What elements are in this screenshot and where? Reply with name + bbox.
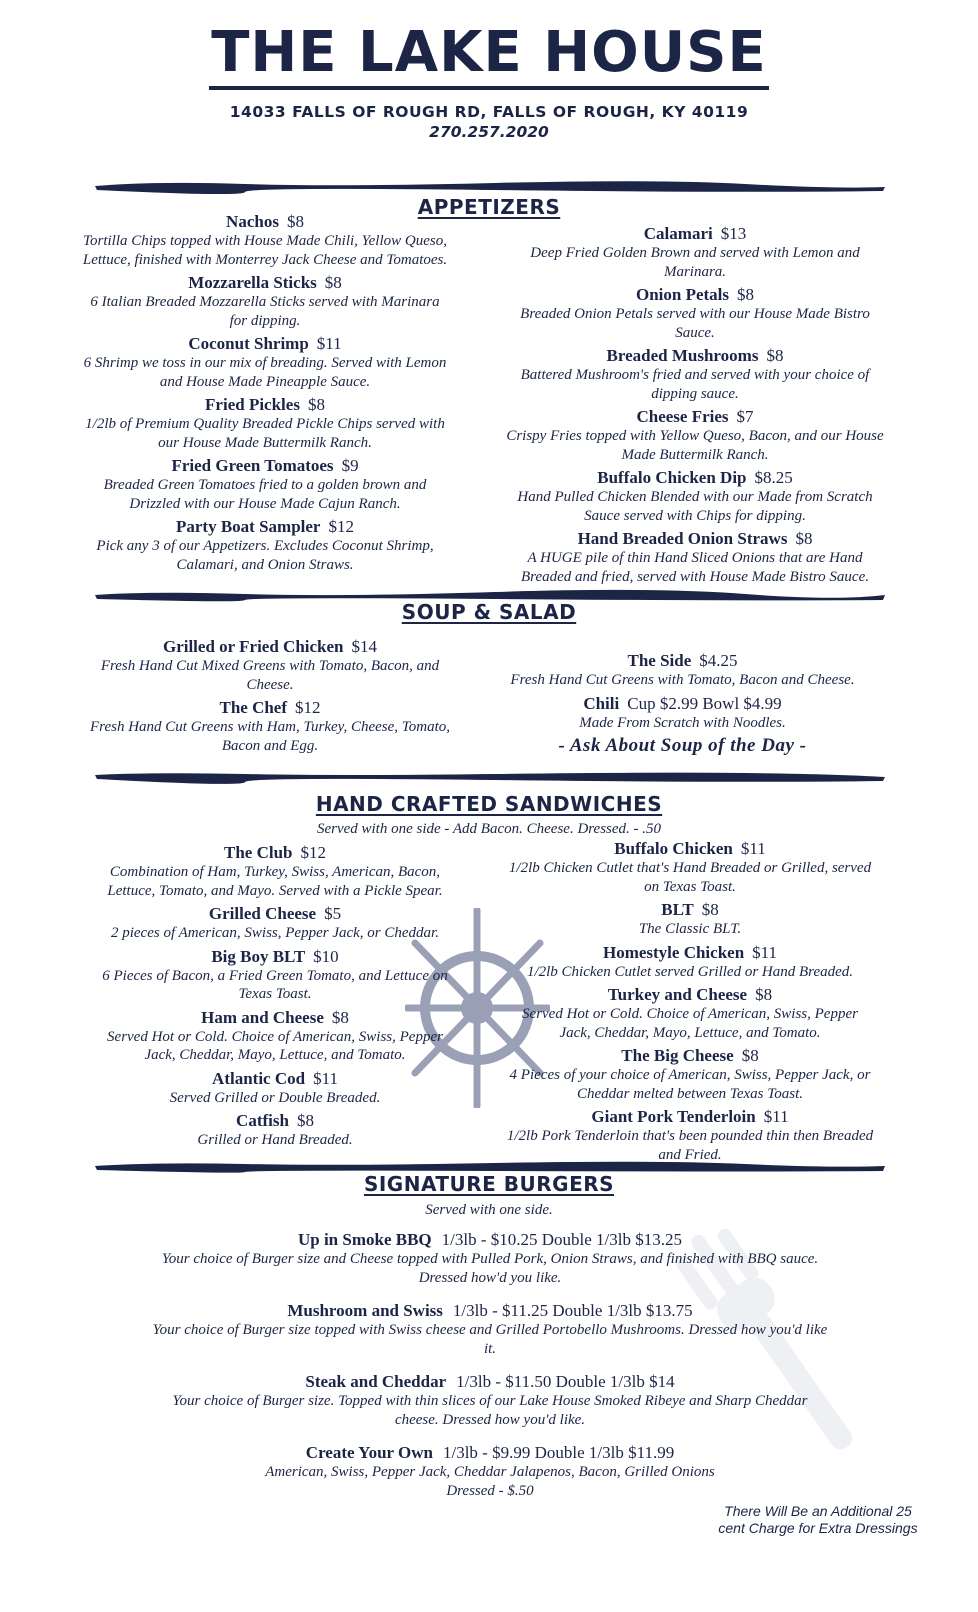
item-price: $5 xyxy=(324,904,342,923)
item-name: Party Boat Sampler xyxy=(176,517,321,536)
item-price: 1/3lb - $11.25 Double 1/3lb $13.75 xyxy=(452,1301,693,1320)
item-name: Cheese Fries xyxy=(636,407,729,426)
item-description: Deep Fried Golden Brown and served with Lemon and Marinara. xyxy=(530,245,860,280)
item-name: Create Your Own xyxy=(305,1443,433,1462)
item-name: Mushroom and Swiss xyxy=(287,1301,443,1320)
item-price: $14 xyxy=(351,637,378,656)
item-name: Nachos xyxy=(226,212,279,231)
item-price: $12 xyxy=(295,698,321,717)
item-description: Served Hot or Cold. Choice of American, Swiss, Pepper Jack, Cheddar, Mayo, Lettuce, and Tomato. xyxy=(107,1028,443,1063)
item-name: Turkey and Cheese xyxy=(607,985,748,1004)
item-description: Pick any 3 of our Appetizers. Excludes Coconut Shrimp, Calamari, and Onion Straws. xyxy=(96,538,434,573)
menu-item xyxy=(90,1069,460,1108)
item-name: Buffalo Chicken Dip xyxy=(597,468,747,487)
item-description: Grilled or Hand Breaded. xyxy=(197,1132,353,1148)
item-description: Breaded Green Tomatoes fried to a golden brown and Drizzled with our House Made Cajun Ranch. xyxy=(103,477,427,512)
item-price: $8 xyxy=(766,346,784,365)
item-name: Homestyle Chicken xyxy=(602,942,745,962)
menu-item xyxy=(150,1372,830,1429)
menu-item xyxy=(80,395,450,452)
item-name: Buffalo Chicken xyxy=(614,839,733,858)
item-name: Atlantic Cod xyxy=(212,1068,306,1088)
menu-item xyxy=(80,334,450,391)
item-name: The Chef xyxy=(219,698,288,717)
menu-item xyxy=(505,346,885,403)
item-name: Big Boy BLT xyxy=(211,946,306,966)
burgers-subtitle: Served with one side. xyxy=(425,1202,553,1218)
item-price: $9 xyxy=(341,456,359,475)
item-description: 1/2lb Chicken Cutlet that's Hand Breaded or Grilled, served on Texas Toast. xyxy=(508,860,872,895)
item-description: Served Grilled or Double Breaded. xyxy=(169,1089,381,1106)
item-description: The Classic BLT. xyxy=(638,921,742,937)
menu-item xyxy=(150,1230,830,1287)
item-description: 2 pieces of American, Swiss, Pepper Jack, or Cheddar. xyxy=(110,925,439,941)
item-price: 1/3lb - $11.50 Double 1/3lb $14 xyxy=(456,1372,675,1391)
menu-item xyxy=(505,985,875,1042)
item-description: Tortilla Chips topped with House Made Chili, Yellow Queso, Lettuce, finished with Monterrey Jack Cheese and Tomatoes. xyxy=(82,233,448,268)
item-price: $8 xyxy=(701,900,719,919)
item-price: $8 xyxy=(795,529,813,548)
item-name: Fried Green Tomatoes xyxy=(171,456,334,475)
item-price: 1/3lb - $10.25 Double 1/3lb $13.25 xyxy=(441,1230,683,1249)
item-price: $8 xyxy=(755,985,773,1004)
item-description: 1/2lb Pork Tenderloin that's been pounded thin then Breaded and Fried. xyxy=(506,1128,874,1163)
item-name: The Side xyxy=(627,651,692,670)
menu-item xyxy=(80,456,450,513)
menu-item xyxy=(505,900,875,939)
section-title-sandwiches: HAND CRAFTED SANDWICHES xyxy=(315,792,663,816)
item-price: $11 xyxy=(316,334,342,353)
menu-item xyxy=(505,1107,875,1164)
item-price: 1/3lb - $9.99 Double 1/3lb $11.99 xyxy=(442,1443,675,1462)
menu-item xyxy=(490,651,875,690)
item-price: $8 xyxy=(737,285,755,304)
appetizers-left-column xyxy=(80,212,450,578)
item-name: Chili xyxy=(583,693,620,713)
restaurant-phone[interactable]: 270.257.2020 xyxy=(429,123,549,141)
menu-item xyxy=(505,943,875,982)
menu-item xyxy=(505,839,875,896)
item-price: $8 xyxy=(296,1111,314,1130)
item-name: Fried Pickles xyxy=(205,395,300,414)
item-price: $7 xyxy=(736,407,754,426)
menu-item xyxy=(150,1443,830,1500)
item-description: Hand Pulled Chicken Blended with our Made from Scratch Sauce served with Chips for dipping. xyxy=(517,489,873,524)
item-price: $8 xyxy=(324,273,342,292)
menu-item xyxy=(90,1111,460,1150)
menu-item xyxy=(505,468,885,525)
item-description: Fresh Hand Cut Mixed Greens with Tomato, Bacon, and Cheese. xyxy=(100,658,440,693)
section-title-soup-salad: SOUP & SALAD xyxy=(401,600,577,624)
item-description: 1/2lb of Premium Quality Breaded Pickle Chips served with our House Made Buttermilk Ranch. xyxy=(85,416,445,451)
item-name: Grilled Cheese xyxy=(208,904,317,923)
item-price: $13 xyxy=(720,224,747,243)
item-description: Breaded Onion Petals served with our House Made Bistro Sauce. xyxy=(520,306,870,341)
menu-item xyxy=(85,698,455,755)
item-description: 1/2lb Chicken Cutlet served Grilled or Hand Breaded. xyxy=(526,963,854,980)
extra-dressing-note: There Will Be an Additional 25 cent Charge for Extra Dressings xyxy=(718,1503,918,1536)
item-description: Your choice of Burger size and Cheese topped with Pulled Pork, Onion Straws, and finished with BBQ sauce. Dressed how'd you like. xyxy=(161,1251,819,1286)
item-name: Ham and Cheese xyxy=(201,1007,324,1027)
item-description: 4 Pieces of your choice of American, Swiss, Pepper Jack, or Cheddar melted between Texas Toast. xyxy=(509,1067,871,1102)
menu-item xyxy=(80,517,450,574)
soup-of-the-day-note: - Ask About Soup of the Day - xyxy=(558,735,807,756)
item-price: $8.25 xyxy=(754,468,793,487)
menu-item xyxy=(90,1008,460,1065)
item-price: $12 xyxy=(328,517,354,536)
item-name: The Big Cheese xyxy=(621,1046,734,1065)
menu-item xyxy=(505,407,885,464)
sandwiches-subtitle: Served with one side - Add Bacon. Cheese. Dressed. - .50 xyxy=(316,821,662,837)
item-name: Catfish xyxy=(236,1111,289,1130)
item-price: $11 xyxy=(752,942,778,962)
restaurant-title: THE LAKE HOUSE xyxy=(209,22,769,90)
item-description: Your choice of Burger size topped with Swiss cheese and Grilled Portobello Mushrooms. Dressed how you'd like it. xyxy=(152,1322,828,1357)
restaurant-address: 14033 FALLS OF ROUGH RD, FALLS OF ROUGH, KY 40119 xyxy=(229,103,749,121)
item-description: Fresh Hand Cut Greens with Ham, Turkey, Cheese, Tomato, Bacon and Egg. xyxy=(90,719,450,754)
item-description: 6 Shrimp we toss in our mix of breading. Served with Lemon and House Made Pineapple Sauce. xyxy=(83,355,447,390)
item-description: Your choice of Burger size. Topped with thin slices of our Lake House Smoked Ribeye and Sharp Cheddar cheese. Dressed how you'd like. xyxy=(172,1393,808,1428)
item-price: $11 xyxy=(313,1068,338,1088)
menu-item xyxy=(490,694,875,733)
item-name: Steak and Cheddar xyxy=(305,1372,447,1391)
item-name: Giant Pork Tenderloin xyxy=(591,1107,756,1126)
item-price: $8 xyxy=(331,1007,349,1027)
menu-item xyxy=(80,212,450,269)
item-description: 6 Italian Breaded Mozzarella Sticks served with Marinara for dipping. xyxy=(90,294,440,329)
soup-salad-left-column xyxy=(85,637,455,759)
item-description: Crispy Fries topped with Yellow Queso, Bacon, and our House Made Buttermilk Ranch. xyxy=(506,428,884,463)
section-title-burgers: SIGNATURE BURGERS xyxy=(363,1172,615,1196)
menu-item xyxy=(505,285,885,342)
menu-item xyxy=(90,947,460,1004)
item-description: 6 Pieces of Bacon, a Fried Green Tomato, and Lettuce on Texas Toast. xyxy=(102,967,448,1002)
brush-divider-1 xyxy=(95,180,885,194)
item-price: $11 xyxy=(763,1107,789,1126)
item-name: The Club xyxy=(224,843,293,862)
menu-item xyxy=(150,1301,830,1358)
item-price: $12 xyxy=(300,843,326,862)
burgers-list xyxy=(150,1230,830,1514)
item-price: Cup $2.99 Bowl $4.99 xyxy=(627,693,782,713)
item-name: BLT xyxy=(661,900,694,919)
menu-item xyxy=(90,843,460,900)
item-name: Grilled or Fried Chicken xyxy=(162,637,344,656)
item-name: Breaded Mushrooms xyxy=(606,346,759,365)
item-name: Onion Petals xyxy=(635,285,730,304)
item-name: Hand Breaded Onion Straws xyxy=(577,529,788,548)
item-name: Calamari xyxy=(643,224,713,243)
item-price: $10 xyxy=(313,946,339,966)
item-description: Served Hot or Cold. Choice of American, Swiss, Pepper Jack, Cheddar, Mayo, Lettuce, and Tomato. xyxy=(522,1006,858,1041)
item-name: Up in Smoke BBQ xyxy=(297,1230,432,1249)
item-description: Made From Scratch with Noodles. xyxy=(579,714,786,731)
menu-item xyxy=(90,904,460,943)
item-price: $4.25 xyxy=(699,651,738,670)
item-name: Coconut Shrimp xyxy=(188,334,309,353)
item-price: $8 xyxy=(286,212,304,231)
item-name: Mozzarella Sticks xyxy=(188,273,317,292)
menu-item xyxy=(505,224,885,281)
sandwiches-left-column xyxy=(90,843,460,1154)
brush-divider-3 xyxy=(95,770,885,784)
item-description: A HUGE pile of thin Hand Sliced Onions that are Hand Breaded and fried, served with House Made Bistro Sauce. xyxy=(521,550,869,585)
item-description: Combination of Ham, Turkey, Swiss, American, Bacon, Lettuce, Tomato, and Mayo. Served with a Pickle Spear. xyxy=(107,864,443,899)
item-price: $11 xyxy=(740,839,766,858)
soup-salad-right-column xyxy=(490,651,875,758)
appetizers-right-column xyxy=(505,224,885,590)
item-price: $8 xyxy=(307,395,325,414)
menu-item xyxy=(80,273,450,330)
item-description: American, Swiss, Pepper Jack, Cheddar Jalapenos, Bacon, Grilled Onions Dressed - $.50 xyxy=(265,1464,715,1499)
sandwiches-right-column xyxy=(505,839,875,1168)
menu-header xyxy=(0,22,978,142)
item-description: Battered Mushroom's fried and served with your choice of dipping sauce. xyxy=(520,367,870,402)
section-title-appetizers: APPETIZERS xyxy=(417,195,561,219)
menu-item xyxy=(85,637,455,694)
item-price: $8 xyxy=(741,1046,759,1065)
menu-item xyxy=(505,1046,875,1103)
item-description: Fresh Hand Cut Greens with Tomato, Bacon and Cheese. xyxy=(510,672,855,688)
menu-item xyxy=(505,529,885,586)
